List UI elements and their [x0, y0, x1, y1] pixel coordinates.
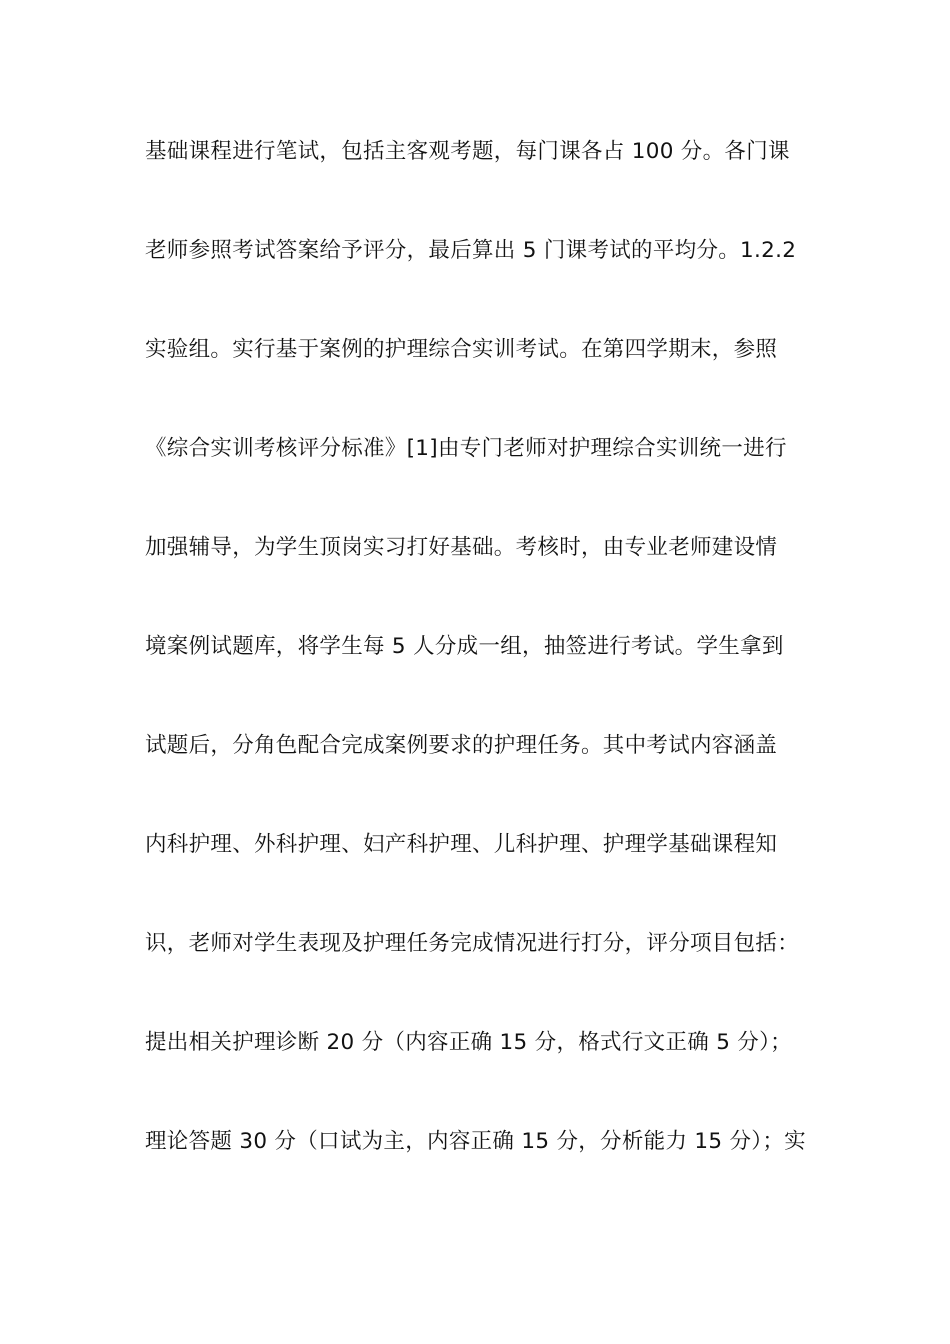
- text-line: 《综合实训考核评分标准》[1]由专门老师对护理综合实训统一进行: [145, 436, 787, 461]
- text-line: 提出相关护理诊断 20 分（内容正确 15 分，格式行文正确 5 分）；: [145, 1030, 792, 1055]
- text-line: 加强辅导，为学生顶岗实习打好基础。考核时，由专业老师建设情: [145, 535, 778, 560]
- body-text: [145, 132, 815, 1221]
- text-line: 理论答题 30 分（口试为主，内容正确 15 分，分析能力 15 分）；实: [145, 1129, 806, 1154]
- text-line: 实验组。实行基于案例的护理综合实训考试。在第四学期末，参照: [145, 337, 778, 362]
- text-line: 试题后，分角色配合完成案例要求的护理任务。其中考试内容涵盖: [145, 733, 778, 758]
- text-line: 识，老师对学生表现及护理任务完成情况进行打分，评分项目包括：: [145, 931, 800, 956]
- text-line: 内科护理、外科护理、妇产科护理、儿科护理、护理学基础课程知: [145, 832, 778, 857]
- text-line: 老师参照考试答案给予评分，最后算出 5 门课考试的平均分。1.2.2: [145, 238, 797, 263]
- text-line: 境案例试题库，将学生每 5 人分成一组，抽签进行考试。学生拿到: [145, 634, 784, 659]
- text-line: 基础课程进行笔试，包括主客观考题，每门课各占 100 分。各门课: [145, 139, 790, 164]
